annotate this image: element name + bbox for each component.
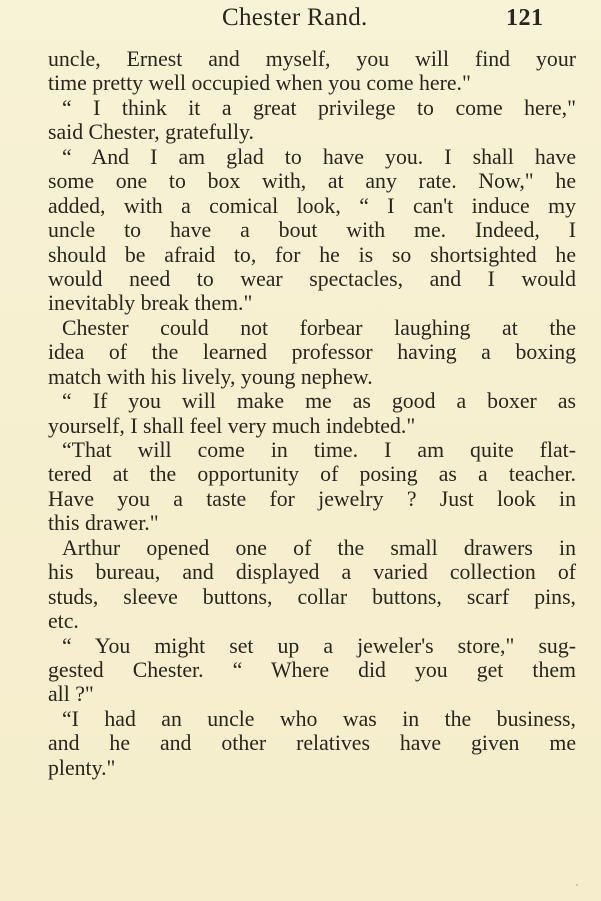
text-line: gested Chester. “ Where did you get them [48, 657, 576, 682]
text-line: “ I think it a great privilege to come here," [62, 95, 576, 120]
text-line: plenty." [48, 755, 116, 780]
running-head [0, 4, 601, 40]
text-line: some one to box with, at any rate. Now," he [48, 169, 576, 194]
text-line: “That will come in time. I am quite flat- [62, 438, 576, 462]
text-line: said Chester, gratefully. [48, 120, 254, 145]
text-line: yourself, I shall feel very much indebted." [48, 413, 416, 438]
text-line: should be afraid to, for he is so shortsighted he [48, 242, 576, 267]
text-line: uncle to have a bout with me. Indeed, I [48, 218, 576, 243]
body-text [48, 47, 576, 780]
text-line: uncle, Ernest and myself, you will find your [48, 47, 576, 71]
text-line: Chester could not forbear laughing at the [62, 315, 576, 340]
text-line: would need to wear spectacles, and I would [48, 266, 576, 291]
text-line: and he and other relatives have given me [48, 731, 576, 756]
text-line: match with his lively, young nephew. [48, 364, 373, 389]
page-number: 121 [506, 5, 544, 31]
text-line: Arthur opened one of the small drawers in [62, 535, 576, 560]
text-line: time pretty well occupied when you come here." [48, 71, 471, 96]
text-line: “I had an uncle who was in the business, [62, 706, 576, 731]
text-line: idea of the learned professor having a boxing [48, 340, 576, 365]
text-line: etc. [48, 609, 79, 634]
text-line: “ If you will make me as good a boxer as [62, 389, 576, 414]
running-title: Chester Rand. [222, 4, 368, 31]
text-line: “ And I am glad to have you. I shall have [62, 144, 576, 169]
text-line: Have you a taste for jewelry ? Just look in [48, 486, 576, 511]
paper-speck [576, 884, 578, 886]
text-line: all ?" [48, 682, 94, 707]
text-line: “ You might set up a jeweler's store," sug- [62, 633, 576, 658]
text-line: added, with a comical look, “ I can't induce my [48, 193, 576, 218]
text-line: studs, sleeve buttons, collar buttons, scarf pins, [48, 584, 576, 609]
text-line: tered at the opportunity of posing as a teacher. [48, 462, 576, 487]
text-line: his bureau, and displayed a varied collection of [48, 560, 576, 585]
text-line: inevitably break them." [48, 291, 253, 316]
text-line: this drawer." [48, 511, 159, 536]
